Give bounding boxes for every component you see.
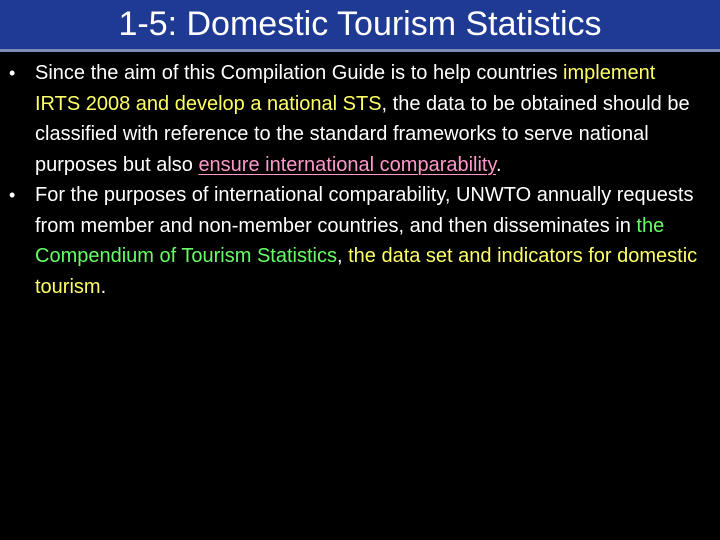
bullet-marker: • — [9, 63, 16, 83]
link-international-comparability[interactable]: ensure international comparability — [198, 153, 497, 176]
bullet-text: . — [100, 275, 107, 298]
title-bar — [0, 0, 720, 52]
bullet-text: . — [496, 153, 502, 176]
bullet-text: , the data to be obtained should be classified with reference to the standard frameworks to serve national purposes but also — [35, 92, 690, 176]
slide-content — [0, 58, 720, 302]
bullet-text: For the purposes of international comparability, UNWTO annually requests from member and non-member countries, and then disseminates in — [35, 184, 694, 237]
highlight-domestic-indicators: the data set and indicators for domestic tourism — [35, 245, 698, 298]
bullet-text: , — [336, 245, 349, 267]
bullet-item-1 — [0, 58, 720, 180]
bullet-marker: • — [9, 185, 16, 205]
slide-title: 1-5: Domestic Tourism Statistics — [118, 4, 602, 43]
highlight-irts-sts: implement IRTS 2008 and develop a national STS — [35, 62, 656, 115]
bullet-text: Since the aim of this Compilation Guide is to help countries — [35, 62, 564, 84]
highlight-compendium: the Compendium of Tourism Statistics — [35, 214, 665, 267]
bullet-item-2 — [0, 180, 720, 302]
